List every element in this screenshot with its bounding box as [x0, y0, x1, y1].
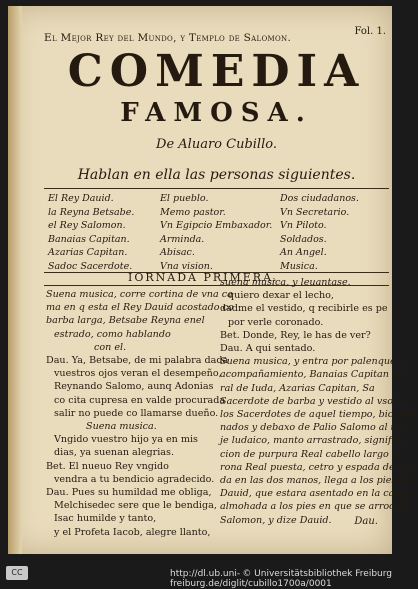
- stage-direction: cion de purpura Real cabello largo co: [220, 448, 403, 460]
- stage-direction: Dauid, que estara asentado en la cama: [220, 488, 410, 500]
- verse-line: por verle coronado.: [228, 316, 324, 328]
- page-spine: [8, 6, 22, 554]
- running-head: El Mejor Rey del Mundo, y Templo de Salomon.: [44, 32, 292, 44]
- verse-line: quiero dexar el lecho,: [228, 290, 334, 302]
- title-famosa: FAMOSA.: [120, 98, 313, 128]
- cast-entry: Vn Secretario.: [280, 206, 350, 218]
- cast-top-rule: [44, 188, 389, 189]
- verse-line: Melchisedec sere que le bendiga,: [54, 500, 217, 512]
- cast-entry: An Angel.: [280, 247, 327, 259]
- folio-number: Fol. 1.: [354, 26, 386, 37]
- stage-direction: Sacerdote de barba y vestido al vsode: [220, 395, 405, 407]
- stage-direction: barba larga, Betsabe Reyna enel: [46, 315, 205, 327]
- cast-entry: Banaias Capitan.: [48, 233, 130, 245]
- verse-line: co cita cupresa en valde procurada: [54, 394, 226, 406]
- verse-line: vuestros ojos veran el desempeño,: [54, 368, 222, 380]
- cast-column-2: [160, 192, 272, 274]
- cast-entry: Sadoc Sacerdote.: [48, 260, 133, 272]
- verse-line: dadme el vestido, q recibirle es pe: [220, 303, 388, 315]
- verse-line: vendra a tu bendicio agradecido.: [54, 473, 215, 485]
- library-credit: © Universitätsbibliothek Freiburg: [242, 569, 392, 579]
- cast-column-1: [48, 192, 134, 274]
- stage-direction: da en las dos manos, llega a los pies de: [220, 475, 412, 487]
- cast-entry: la Reyna Betsabe.: [48, 206, 135, 218]
- stage-direction: rona Real puesta, cetro y espada desnu: [220, 461, 412, 473]
- cast-entry: Vn Egipcio Embaxador.: [160, 220, 273, 232]
- cast-entry: Abisac.: [160, 247, 195, 259]
- license-badge-icon[interactable]: CC: [6, 566, 28, 580]
- verse-line: Dau. Pues su humildad me obliga,: [46, 487, 212, 499]
- stage-direction: suena musica, y leuantase.: [220, 277, 351, 288]
- stage-direction: los Sacerdotes de aquel tiempo, bic ador: [220, 409, 418, 421]
- cast-entry: Vn Piloto.: [280, 220, 327, 232]
- stage-direction: Suena musica.: [86, 421, 157, 433]
- stage-direction: almohada a los pies en que se arrodille: [220, 501, 411, 513]
- cast-entry: el Rey Salomon.: [48, 220, 126, 232]
- verse-line: Reynando Salomo, aunq Adonias: [54, 381, 214, 393]
- verse-line: Dau. A qui sentado.: [220, 343, 316, 355]
- title-comedia: COMEDIA: [67, 46, 366, 97]
- viewer-footer: [0, 560, 400, 588]
- verse-line: Isac humilde y tanto,: [54, 513, 157, 525]
- cast-entry: El pueblo.: [160, 193, 209, 204]
- stage-direction: con el.: [94, 341, 127, 353]
- verse-line: dias, ya suenan alegrias.: [54, 447, 175, 459]
- stage-direction: Suena musica, corre cortina de vna ca: [46, 289, 233, 300]
- author-line: De Aluaro Cubillo.: [156, 137, 277, 152]
- verse-line: Dau. Ya, Betsabe, de mi palabra dada: [46, 355, 229, 367]
- cast-entry: Vna vision.: [160, 260, 213, 272]
- verse-line: Vngido vuestro hijo ya en mis: [54, 434, 198, 446]
- cast-entry: Azarias Capitan.: [48, 247, 128, 259]
- cast-entry: Soldados.: [280, 233, 327, 245]
- verse-line: Bet. Donde, Rey, le has de ver?: [220, 329, 371, 341]
- stage-direction: Suena musica, y entra por palenque, y: [220, 356, 408, 368]
- cast-entry: Musica.: [280, 260, 318, 272]
- verse-line: y el Profeta Iacob, alegre llanto,: [54, 526, 211, 538]
- cast-entry: El Rey Dauid.: [48, 193, 114, 204]
- stage-direction: ma en q esta el Rey Dauid acostado co: [46, 302, 234, 314]
- verse-line: salir no puede co llamarse dueño.: [54, 407, 219, 419]
- cast-entry: Memo pastor.: [160, 206, 226, 218]
- cast-entry: Dos ciudadanos.: [280, 193, 359, 204]
- book-page: [8, 6, 418, 554]
- stage-direction: nados y debaxo de Palio Salomo al tra: [220, 422, 405, 434]
- cast-column-3: [280, 192, 359, 274]
- stage-direction: Salomon, y dize Dauid.: [220, 514, 332, 526]
- cast-entry: Arminda.: [160, 233, 205, 245]
- catchword: Dau.: [354, 516, 378, 527]
- text-column-left: [46, 288, 234, 539]
- cast-heading: Hablan en ella las personas siguientes.: [77, 167, 356, 183]
- text-column-right: [220, 276, 418, 527]
- verse-line: Bet. El nueuo Rey vngido: [46, 460, 169, 472]
- source-url-link[interactable]: http://dl.ub.uni-freiburg.de/diglit/cubillo1700a/0001: [170, 569, 332, 589]
- stage-direction: estrado, como hablando: [54, 328, 171, 340]
- stage-direction: ral de Iuda, Azarias Capitan, Sa: [220, 382, 375, 394]
- stage-direction: je ludaico, manto arrastrado, significa: [220, 435, 406, 447]
- stage-direction: acompañamiento, Banaias Capitan de: [220, 369, 404, 381]
- act-heading: IORNADA PRIMERA.: [128, 271, 279, 284]
